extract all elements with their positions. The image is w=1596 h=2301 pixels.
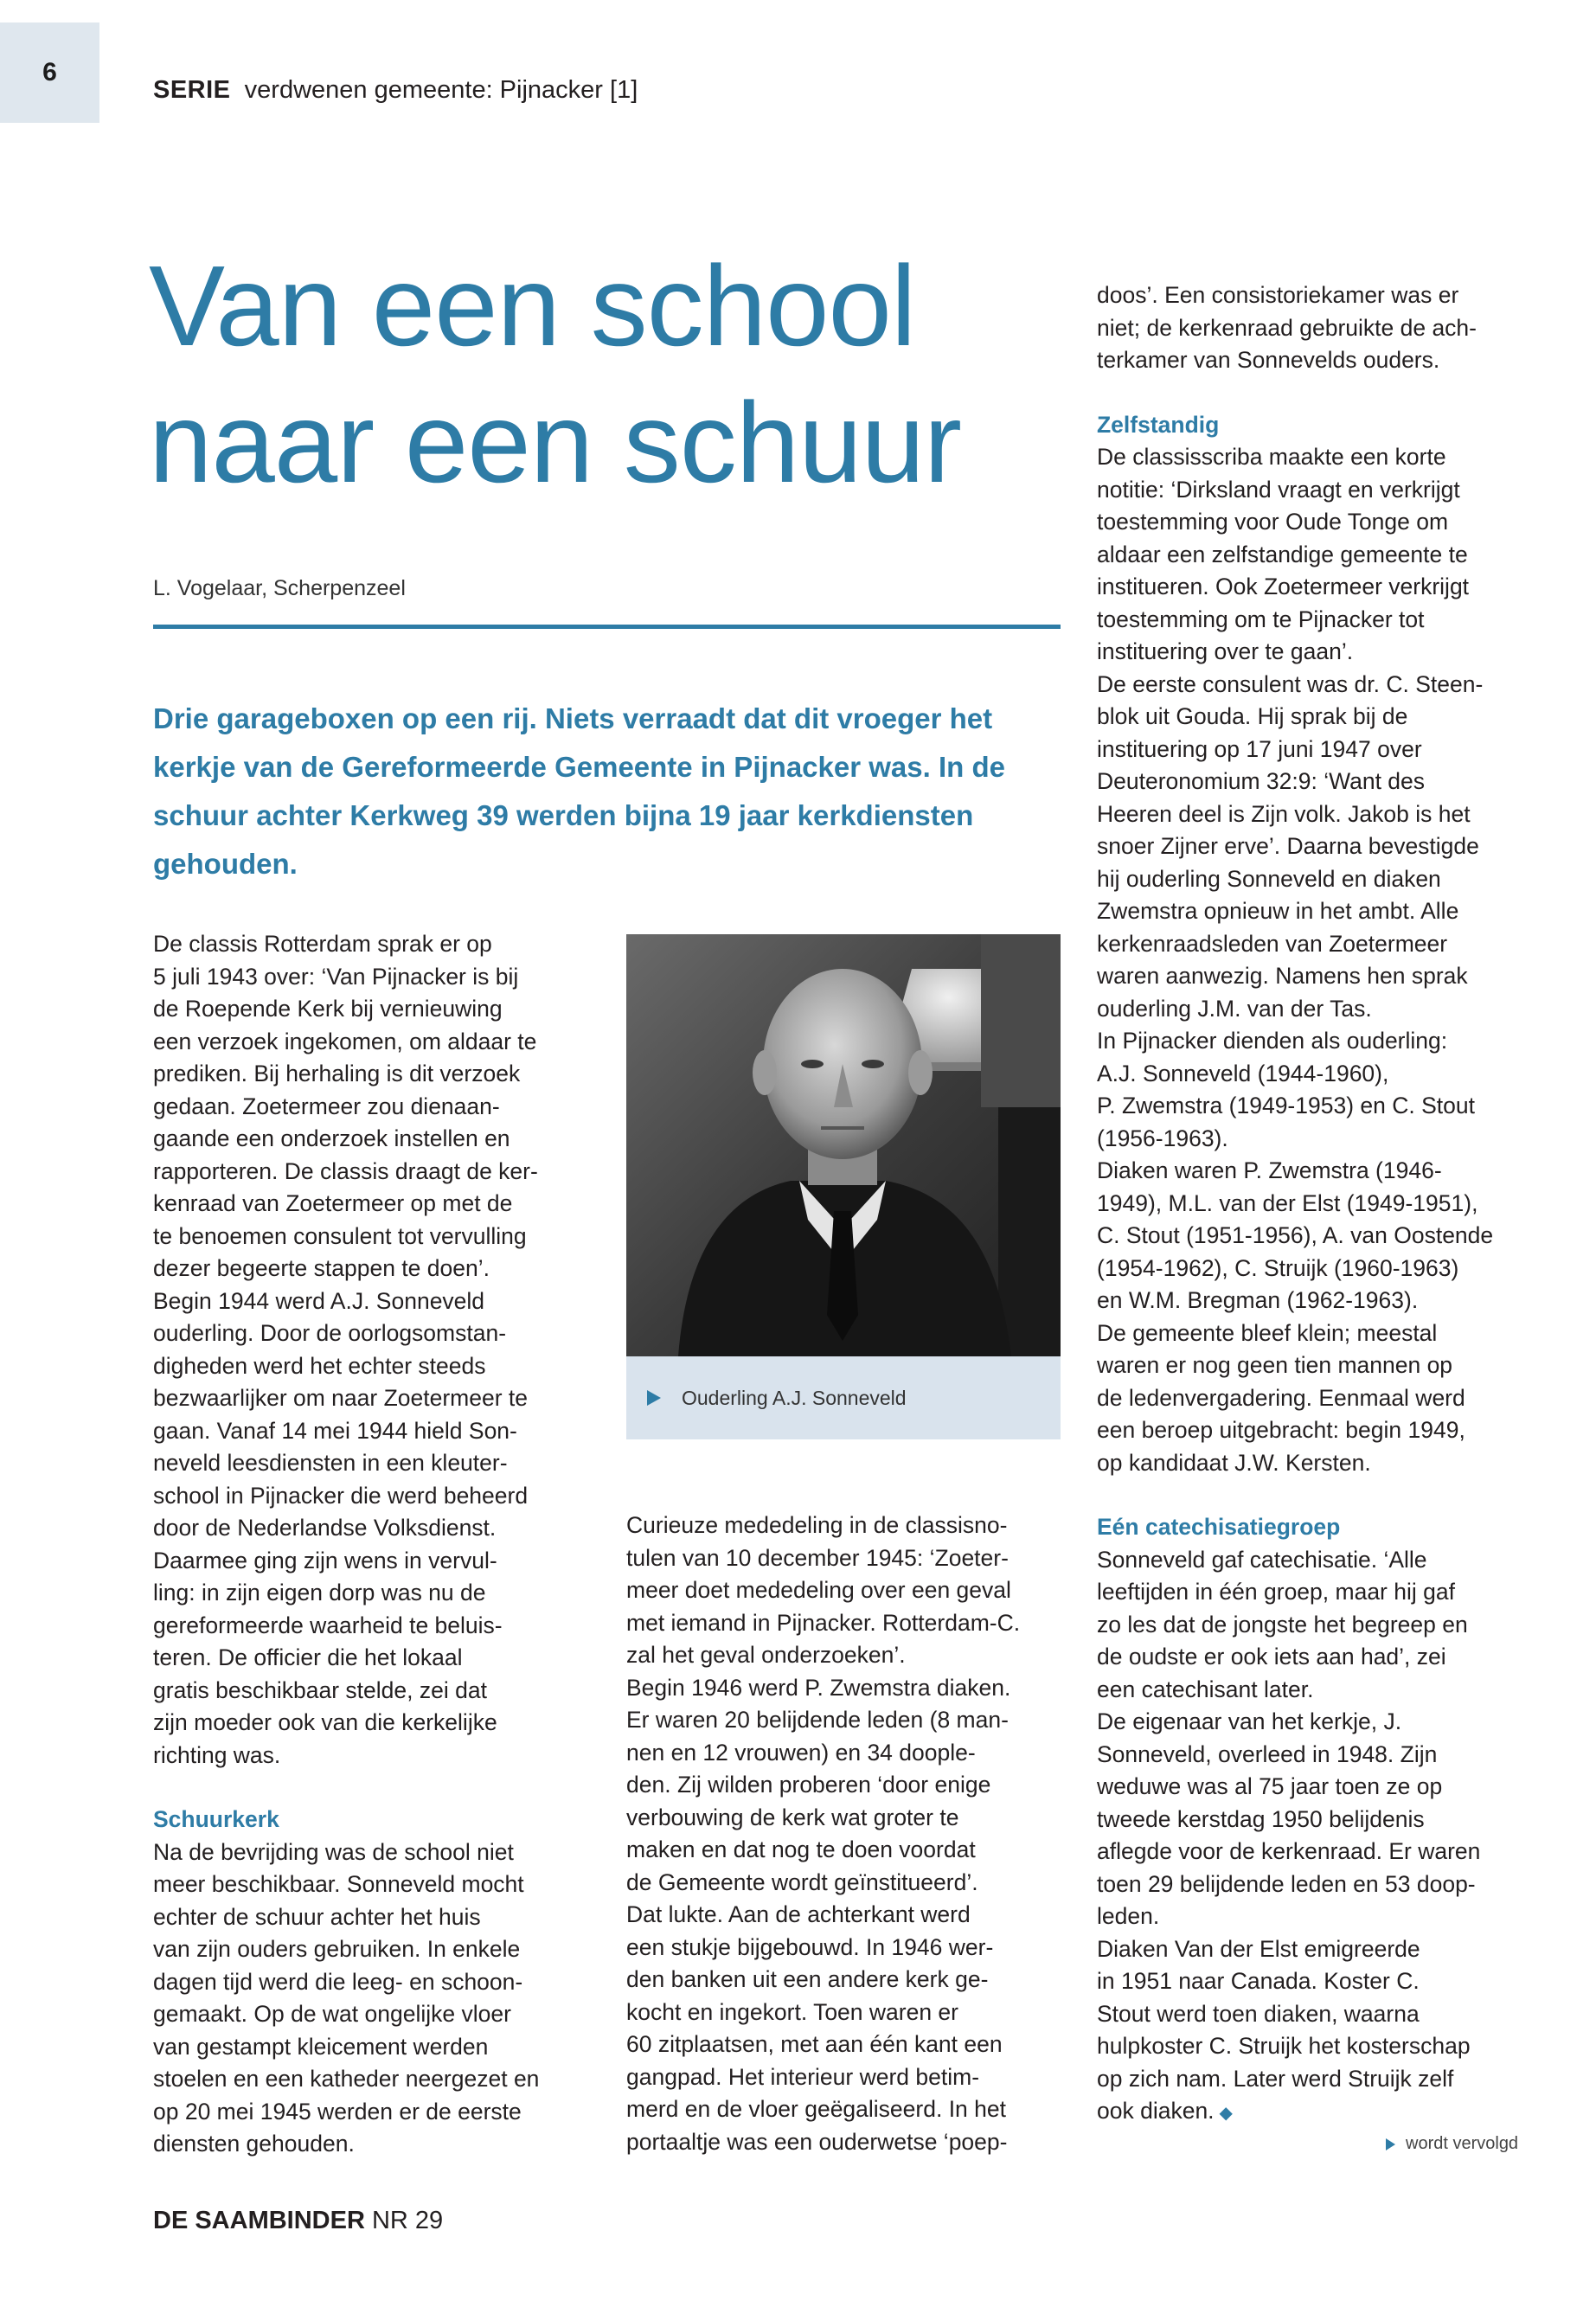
- text-line: toestemming voor Oude Tonge om: [1097, 509, 1449, 535]
- text-line: doos’. Een consistoriekamer was er: [1097, 282, 1459, 308]
- text-line: Sonneveld gaf catechisatie. ‘Alle: [1097, 1546, 1427, 1573]
- series-label: SERIE: [153, 76, 231, 104]
- text-line: rapporteren. De classis draagt de ker-: [153, 1157, 538, 1184]
- text-line: Diaken Van der Elst emigreerde: [1097, 1935, 1420, 1962]
- text-line: ouderling J.M. van der Tas.: [1097, 995, 1372, 1022]
- text-line: den. Zij wilden proberen ‘door enige: [626, 1772, 991, 1798]
- text-line: stoelen en een katheder neergezet en: [153, 2066, 540, 2092]
- text-line: Daarmee ging zijn wens in vervul-: [153, 1547, 497, 1574]
- text-line: Begin 1946 werd P. Zwemstra diaken.: [626, 1674, 1011, 1701]
- text-line: aflegde voor de kerkenraad. Er waren: [1097, 1838, 1481, 1864]
- text-line: aldaar een zelfstandige gemeente te: [1097, 541, 1468, 567]
- text-line: dagen tijd werd die leeg- en schoon-: [153, 1968, 523, 1995]
- heading-schuurkerk: Schuurkerk: [153, 1806, 279, 1832]
- text-line: prediken. Bij herhaling is dit verzoek: [153, 1061, 521, 1086]
- text-line: kenraad van Zoetermeer op met de: [153, 1190, 513, 1216]
- heading-zelfstandig: Zelfstandig: [1097, 411, 1220, 438]
- col3-catechisatie-text: [1097, 1544, 1538, 2131]
- text-line: gratis beschikbaar stelde, zei dat: [153, 1676, 487, 1703]
- continued-note: [1386, 2134, 1518, 2154]
- col1-schuurkerk-text: [153, 1836, 594, 2161]
- col3-intro: [1097, 279, 1538, 377]
- photo-caption: [626, 1356, 1061, 1439]
- text-line: meer doet mededeling over een geval: [626, 1577, 1011, 1603]
- text-line: waren er nog geen tien mannen op: [1097, 1352, 1453, 1378]
- caption-arrow-icon: [647, 1390, 661, 1406]
- text-line: een stukje bijgebouwd. In 1946 wer-: [626, 1933, 994, 1960]
- text-line: Sonneveld, overleed in 1948. Zijn: [1097, 1740, 1438, 1767]
- text-line: Stout werd toen diaken, waarna: [1097, 2000, 1420, 2027]
- text-line: zo les dat de jongste het begreep en: [1097, 1611, 1468, 1638]
- text-line: op 20 mei 1945 werden er de eerste: [153, 2098, 522, 2125]
- text-line: instituering over te gaan’.: [1097, 638, 1354, 664]
- text-line: instituering op 17 juni 1947 over: [1097, 735, 1422, 762]
- title-divider: [153, 625, 1061, 629]
- text-line: tweede kerstdag 1950 belijdenis: [1097, 1805, 1425, 1832]
- text-line: teren. De officier die het lokaal: [153, 1644, 463, 1670]
- col3-zelfstandig-text: [1097, 441, 1538, 1479]
- text-line: terkamer van Sonnevelds ouders.: [1097, 347, 1440, 373]
- text-line: Er waren 20 belijdende leden (8 man-: [626, 1707, 1009, 1733]
- title-line-1: Van een school: [149, 242, 916, 369]
- page-number-tab: [0, 22, 99, 123]
- text-line: institueren. Ook Zoetermeer verkrijgt: [1097, 574, 1470, 599]
- text-line: te benoemen consulent tot vervulling: [153, 1222, 527, 1249]
- text-line: gemaakt. Op de wat ongelijke vloer: [153, 2001, 511, 2027]
- text-line: zijn moeder ook van die kerkelijke: [153, 1709, 497, 1735]
- text-line: diensten gehouden.: [153, 2131, 355, 2157]
- text-line: van gestampt kleicement werden: [153, 2033, 489, 2060]
- text-line: van zijn ouders gebruiken. In enkele: [153, 1936, 521, 1962]
- text-line: school in Pijnacker die werd beheerd: [153, 1482, 529, 1509]
- text-line: Heeren deel is Zijn volk. Jakob is het: [1097, 800, 1471, 827]
- issue-number: NR 29: [371, 2207, 444, 2234]
- title-line-2: naar een schuur: [149, 379, 961, 506]
- text-line: 60 zitplaatsen, met aan één kant een: [626, 2031, 1003, 2057]
- body-column-3: [1097, 279, 1538, 2131]
- text-line: (1954-1962), C. Struijk (1960-1963): [1097, 1254, 1459, 1281]
- text-line: De classisscriba maakte een korte: [1097, 444, 1446, 470]
- continued-text: wordt vervolgd: [1406, 2134, 1519, 2153]
- text-line: ook diaken.: [1097, 2098, 1215, 2124]
- text-line: in 1951 naar Canada. Koster C.: [1097, 1968, 1420, 1994]
- text-line: 1949), M.L. van der Elst (1949-1951),: [1097, 1189, 1478, 1216]
- text-line: digheden werd het echter steeds: [153, 1352, 486, 1379]
- text-line: een verzoek ingekomen, om aldaar te: [153, 1028, 537, 1054]
- text-line: Na de bevrijding was de school niet: [153, 1838, 514, 1865]
- col2-text: [626, 1509, 1067, 2158]
- text-line: op zich nam. Later werd Struijk zelf: [1097, 2065, 1454, 2092]
- text-line: nen en 12 vrouwen) en 34 doople-: [626, 1739, 976, 1766]
- text-line: richting was.: [153, 1741, 281, 1768]
- text-line: de oudste er ook iets aan had’, zei: [1097, 1644, 1446, 1670]
- text-line: de Roepende Kerk bij vernieuwing: [153, 996, 503, 1022]
- text-line: Zwemstra opnieuw in het ambt. Alle: [1097, 898, 1459, 924]
- text-line: zal het geval onderzoeken’.: [626, 1642, 906, 1668]
- text-line: blok uit Gouda. Hij sprak bij de: [1097, 703, 1408, 729]
- text-line: dezer begeerte stappen te doen’.: [153, 1255, 490, 1281]
- text-line: een catechisant later.: [1097, 1676, 1314, 1702]
- text-line: hij ouderling Sonneveld en diaken: [1097, 865, 1441, 892]
- text-line: en W.M. Bregman (1962-1963).: [1097, 1287, 1419, 1313]
- text-line: ling: in zijn eigen dorp was nu de: [153, 1580, 486, 1606]
- text-line: tulen van 10 december 1945: ‘Zoeter-: [626, 1544, 1009, 1571]
- text-line: C. Stout (1951-1956), A. van Oostende: [1097, 1222, 1494, 1248]
- text-line: niet; de kerkenraad gebruikte de ach-: [1097, 314, 1477, 341]
- text-line: P. Zwemstra (1949-1953) en C. Stout: [1097, 1093, 1475, 1118]
- text-line: door de Nederlandse Volksdienst.: [153, 1515, 497, 1541]
- text-line: De classis Rotterdam sprak er op: [153, 931, 492, 957]
- text-line: Deuteronomium 32:9: ‘Want des: [1097, 768, 1426, 794]
- text-line: kocht en ingekort. Toen waren er: [626, 1998, 958, 2025]
- portrait-photo: [626, 934, 1061, 1356]
- text-line: kerkenraadsleden van Zoetermeer: [1097, 930, 1448, 957]
- text-line: gaan. Vanaf 14 mei 1944 hield Son-: [153, 1417, 517, 1444]
- lead-paragraph: Drie garageboxen op een rij. Niets verraadt dat dit vroeger het kerkje van de Gereformeerde Gemeente in Pijnacker was. In de schuur achter Kerkweg 39 werden bijna 19 jaar kerkdiensten gehouden.: [153, 702, 1005, 880]
- text-line: een beroep uitgebracht: begin 1949,: [1097, 1417, 1465, 1443]
- page-number: 6: [42, 58, 57, 87]
- text-line: echter de schuur achter het huis: [153, 1903, 481, 1930]
- heading-catechisatiegroep: Eén catechisatiegroep: [1097, 1514, 1341, 1540]
- text-line: Curieuze mededeling in de classisno-: [626, 1512, 1008, 1538]
- text-line: ouderling. Door de oorlogsomstan-: [153, 1320, 507, 1346]
- text-line: toen 29 belijdende leden en 53 doop-: [1097, 1870, 1476, 1897]
- text-line: bezwaarlijker om naar Zoetermeer te: [153, 1385, 529, 1411]
- caption-text: Ouderling A.J. Sonneveld: [682, 1386, 907, 1409]
- text-line: de Gemeente wordt geïnstitueerd’.: [626, 1868, 978, 1895]
- text-line: den banken uit een andere kerk ge-: [626, 1966, 989, 1992]
- text-line: leeftijden in één groep, maar hij gaf: [1097, 1579, 1455, 1605]
- text-line: A.J. Sonneveld (1944-1960),: [1097, 1060, 1389, 1086]
- text-line: Begin 1944 werd A.J. Sonneveld: [153, 1287, 485, 1314]
- text-line: toestemming om te Pijnacker tot: [1097, 606, 1425, 632]
- footer: [153, 2207, 443, 2235]
- text-line: leden.: [1097, 1903, 1160, 1929]
- text-line: met iemand in Pijnacker. Rotterdam-C.: [626, 1609, 1021, 1636]
- text-line: notitie: ‘Dirksland vraagt en verkrijgt: [1097, 476, 1460, 503]
- text-line: (1956-1963).: [1097, 1125, 1228, 1151]
- text-line: neveld leesdiensten in een kleuter-: [153, 1450, 508, 1476]
- text-line: waren aanwezig. Namens hen sprak: [1097, 963, 1468, 989]
- text-line: Diaken waren P. Zwemstra (1946-: [1097, 1157, 1442, 1183]
- body-column-1: [153, 928, 594, 2161]
- continued-arrow-icon: [1386, 2138, 1395, 2150]
- col1-intro: [153, 928, 594, 1772]
- text-line: snoer Zijner erve’. Daarna bevestigde: [1097, 833, 1479, 859]
- text-line: In Pijnacker dienden als ouderling:: [1097, 1028, 1448, 1054]
- text-line: 5 juli 1943 over: ‘Van Pijnacker is bij: [153, 963, 519, 990]
- body-column-2: [626, 1509, 1067, 2158]
- text-line: op kandidaat J.W. Kersten.: [1097, 1449, 1371, 1476]
- text-line: gaande een onderzoek instellen en: [153, 1125, 510, 1151]
- magazine-name: DE SAAMBINDER: [153, 2207, 365, 2234]
- text-line: meer beschikbaar. Sonneveld mocht: [153, 1871, 524, 1897]
- text-line: gangpad. Het interieur werd betim-: [626, 2063, 980, 2090]
- text-line: weduwe was al 75 jaar toen ze op: [1097, 1773, 1443, 1799]
- text-line: De eerste consulent was dr. C. Steen-: [1097, 670, 1484, 697]
- text-line: De gemeente bleef klein; meestal: [1097, 1319, 1438, 1346]
- author-byline: L. Vogelaar, Scherpenzeel: [153, 576, 406, 600]
- text-line: verbouwing de kerk wat groter te: [626, 1804, 959, 1830]
- text-line: portaaltje was een ouderwetse ‘poep-: [626, 2128, 1008, 2155]
- end-mark-icon: ◆: [1219, 2104, 1233, 2123]
- text-line: Dat lukte. Aan de achterkant werd: [626, 1901, 971, 1927]
- text-line: De eigenaar van het kerkje, J.: [1097, 1708, 1402, 1734]
- text-line: maken en dat nog te doen voordat: [626, 1836, 976, 1862]
- article-title: [149, 238, 1083, 511]
- text-line: gereformeerde waarheid te beluis-: [153, 1612, 503, 1638]
- series-header: [153, 76, 638, 105]
- text-line: gedaan. Zoetermeer zou dienaan-: [153, 1093, 500, 1119]
- series-title: verdwenen gemeente: Pijnacker [1]: [244, 76, 638, 104]
- text-line: merd en de vloer geëgaliseerd. In het: [626, 2096, 1006, 2122]
- text-line: de ledenvergadering. Eenmaal werd: [1097, 1384, 1465, 1411]
- text-line: hulpkoster C. Struijk het kosterschap: [1097, 2033, 1471, 2059]
